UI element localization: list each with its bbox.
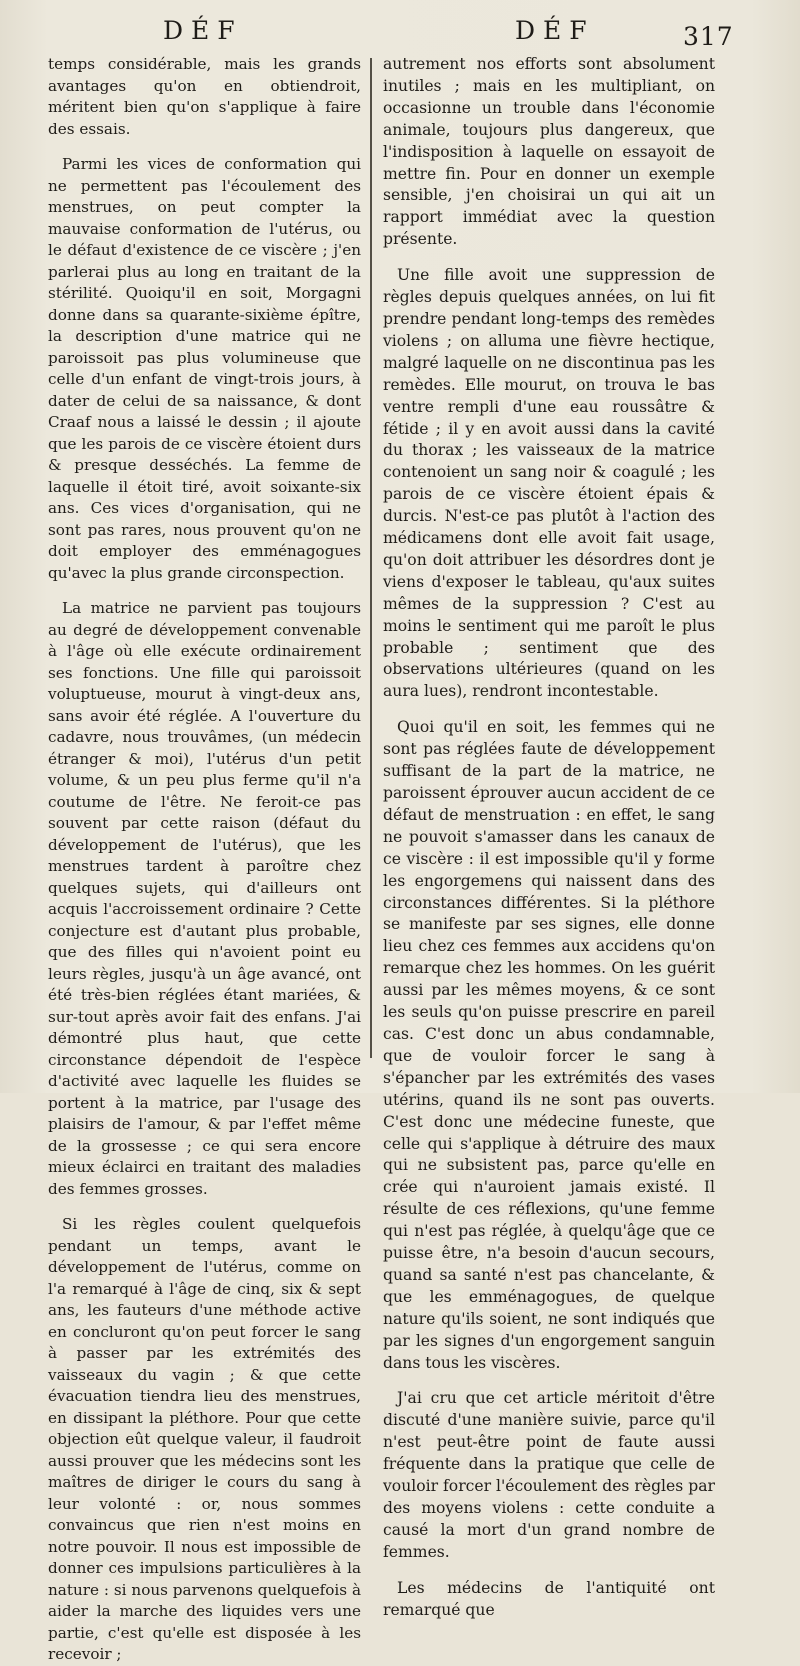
- paragraph: La matrice ne parvient pas toujours au degré de développement convenable à l'âge où elle exécute ordinairement ses fonctions. Une fille qui paroissoit voluptueuse, mourut à vingt-deux ans, sans avoir été réglée. A l'ouverture du cadavre, nous trouvâmes, (un médecin étranger & moi), l'utérus d'un petit volume, & un peu plus ferme qu'il n'a coutume de l'être. Ne feroit-ce pas souvent par cette raison (défaut du développement de l'utérus), que les menstrues tardent à paroître chez quelques sujets, qui d'ailleurs ont acquis l'accroissement ordinaire ? Cette conjecture est d'autant plus probable, que des filles qui n'avoient point eu leurs règles, jusqu'à un âge avancé, ont été très-bien réglées étant mariées, & sur-tout après avoir fait des enfans. J'ai démontré plus haut, que cette circonstance dépendoit de l'espèce d'activité avec laquelle les fluides se portent à la matrice, par l'usage des plaisirs de l'amour, & par l'effet même de la grossesse ; ce qui sera encore mieux éclairci en traitant des maladies des femmes grosses.: [48, 599, 361, 1198]
- running-title-left: DÉF: [163, 16, 243, 45]
- left-column: [48, 54, 361, 1663]
- paragraph: autrement nos efforts sont absolument inutiles ; mais en les multipliant, on occasionne un trouble dans l'économie animale, toujours plus dangereux, que l'indisposition à laquelle on essayoit de mettre fin. Pour en donner un exemple sensible, j'en choisirai un qui ait un rapport immédiat avec la question présente.: [383, 55, 715, 249]
- paragraph: J'ai cru que cet article méritoit d'être discuté d'une manière suivie, parce qu'il n'est peut-être point de faute aussi fréquente dans la pratique que celle de vouloir forcer l'écoulement des règles par des moyens violens : cette conduite a causé la mort d'un grand nombre de femmes.: [383, 1389, 715, 1561]
- paragraph: Une fille avoit une suppression de règles depuis quelques années, on lui fit prendre pendant long-temps des remèdes violens ; on alluma une fièvre hectique, malgré laquelle on ne discontinua pas les remèdes. Elle mourut, on trouva le bas ventre rempli d'une eau roussâtre & fétide ; il y en avoit aussi dans la cavité du thorax ; les vaisseaux de la matrice contenoient un sang noir & coagulé ; les parois de ce viscère étoient épais & durcis. N'est-ce pas plutôt à l'action des médicamens dont elle avoit fait usage, qu'on doit attribuer les désordres dont je viens d'exposer le tableau, qu'aux suites mêmes de la suppression ? C'est au moins le sentiment qui me paroît le plus probable ; sentiment que des observations ultérieures (quand on les aura lues), rendront incontestable.: [383, 266, 715, 701]
- running-head: [0, 16, 800, 56]
- paragraph: Si les règles coulent quelquefois pendant un temps, avant le développement de l'utérus, comme on l'a remarqué à l'âge de cinq, six & sept ans, les fauteurs d'une méthode active en concluront qu'on peut forcer le sang à passer par les extrémités des vaisseaux du vagin ; & que cette évacuation tiendra lieu des menstrues, en dissipant la pléthore. Pour que cette objection eût quelque valeur, il faudroit aussi prouver que les médecins sont les maîtres de diriger le cours du sang à leur volonté : or, nous sommes convaincus que rien n'est moins en notre pouvoir. Il nous est impossible de donner ces impulsions particulières à la nature : si nous parvenons quelquefois à aider la marche des liquides vers une partie, c'est qu'elle est disposée à les recevoir ;: [48, 1215, 361, 1663]
- paragraph: Quoi qu'il en soit, les femmes qui ne sont pas réglées faute de développement suffisant de la part de la matrice, ne paroissent éprouver aucun accident de ce défaut de menstruation : en effet, le sang ne pouvoit s'amasser dans les canaux de ce viscère : il est impossible qu'il y forme les engorgemens qui naissent dans des circonstances différentes. Si la pléthore se manifeste par ses signes, elle donne lieu chez ces femmes aux accidens qu'on remarque chez les hommes. On les guérit aussi par les mêmes moyens, & ce sont les seuls qu'on puisse prescrire en pareil cas. C'est donc un abus condamnable, que de vouloir forcer le sang à s'épancher par les extrémités des vases utérins, quand ils ne sont pas ouverts. C'est donc une médecine funeste, que celle qui s'applique à détruire des maux qui ne subsistent pas, parce qu'elle en crée qui n'auroient jamais existé. Il résulte de ces réflexions, qu'une femme qui n'est pas réglée, à quelqu'âge que ce puisse être, n'a besoin d'aucun secours, quand sa santé n'est pas chancelante, & que les emménagogues, de quelque nature qu'ils soient, ne sont indiqués que par les signes d'un engorgement sanguin dans tous les viscères.: [383, 718, 715, 1372]
- paragraph: temps considérable, mais les grands avantages qu'on en obtiendroit, méritent bien qu'on s'applique à faire des essais.: [48, 55, 361, 138]
- paragraph: Parmi les vices de conformation qui ne permettent pas l'écoulement des menstrues, on peut compter la mauvaise conformation de l'utérus, ou le défaut d'existence de ce viscère ; j'en parlerai plus au long en traitant de la stérilité. Quoiqu'il en soit, Morgagni donne dans sa quarante-sixième épître, la description d'une matrice qui ne paroissoit pas plus volumineuse que celle d'un enfant de vingt-trois jours, à dater de celui de sa naissance, & dont Craaf nous a laissé le dessin ; il ajoute que les parois de ce viscère étoient durs & presque desséchés. La femme de laquelle il étoit tiré, avoit soixante-six ans. Ces vices d'organisation, qui ne sont pas rares, nous prouvent qu'on ne doit employer des emménagogues qu'avec la plus grande circonspection.: [48, 155, 361, 582]
- right-column: [383, 54, 715, 1619]
- paragraph: Les médecins de l'antiquité ont remarqué que: [383, 1578, 715, 1619]
- column-divider: [370, 58, 372, 1058]
- running-title-right: DÉF: [515, 16, 595, 45]
- page-number: 317: [683, 22, 734, 51]
